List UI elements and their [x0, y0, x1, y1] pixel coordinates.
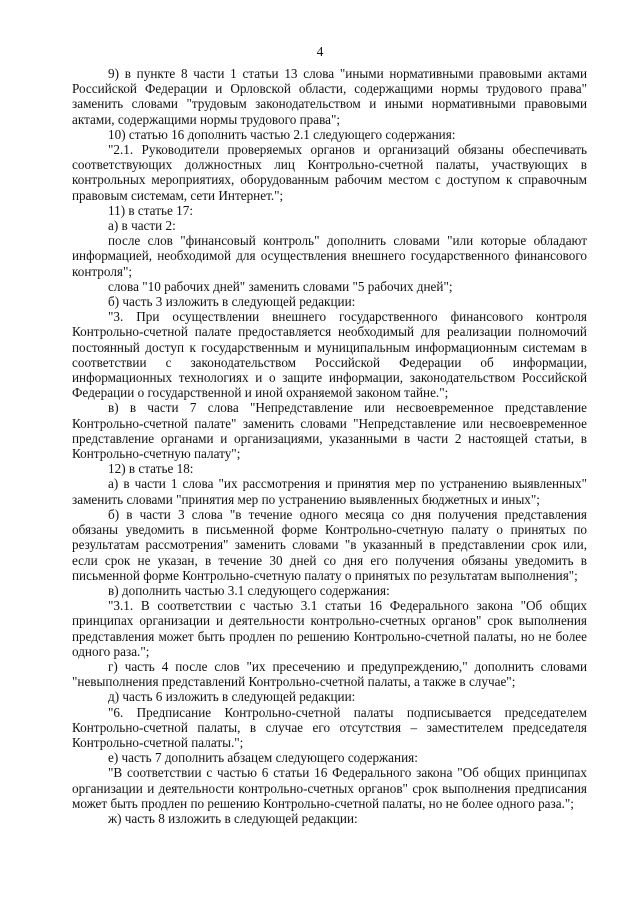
paragraph-12g: г) часть 4 после слов "их пресечению и предупреждению," дополнить словами "невыполнения представлений Контрольно-счетной палаты, а также в случае";: [72, 658, 587, 690]
page-number: 4: [316, 44, 324, 59]
paragraph-11b-text: "3. При осуществлении внешнего государственного финансового контроля Контрольно-счетной палате предоставляется необходимый для реализации полномочий постоянный доступ к государственным и муниципальным информационным системам в соответствии с законодательством Российской Федерации об информации, информационных технологиях и о защите информации, законодательством Российской Федерации о государственной и иной охраняемой законом тайне.";: [72, 309, 587, 401]
paragraph-11v: в) в части 7 слова "Непредставление или несвоевременное представление Контрольно-счетной палате" заменить словами "Непредставление или несвоевременное представление органами и организациями, указанными в части 2 настоящей статьи, в Контрольно-счетную палату";: [72, 400, 587, 462]
paragraph-12b: б) в части 3 слова "в течение одного месяца со дня получения представления обязаны уведомить в письменной форме Контрольно-счетную палату о принятых по результатам рассмотрения" заменить словами "в указанный в представлении срок или, если срок не указан, в течение 30 дней со дня его получения обязаны уведомить в письменной форме Контрольно-счетную палату о принятых по результатам выполнения";: [72, 506, 587, 583]
paragraph-9: 9) в пункте 8 части 1 статьи 13 слова "иными нормативными правовыми актами Российской Федерации и Орловской области, содержащими нормы трудового права" заменить словами "трудовым законодательством и иными нормативными правовыми актами, содержащими нормы трудового права";: [72, 66, 587, 127]
paragraph-2-1-text: "2.1. Руководители проверяемых органов и организаций обязаны обеспечивать соответствующих должностных лиц Контрольно-счетной палаты, участвующих в контрольных мероприятиях, оборудованным рабочим местом с доступом к справочным правовым системам, сети Интернет.";: [72, 142, 587, 203]
paragraph-12v: в) дополнить частью 3.1 следующего содержания:: [108, 582, 390, 598]
paragraph-11: 11) в статье 17:: [108, 202, 193, 218]
paragraph-12zh: ж) часть 8 изложить в следующей редакции:: [108, 810, 358, 826]
paragraph-11a-2: слова "10 рабочих дней" заменить словами "5 рабочих дней";: [108, 278, 453, 294]
paragraph-12a: а) в части 1 слова "их рассмотрения и принятия мер по устранению выявленных" заменить словами "принятия мер по устранению выявленных бюджетных и иных";: [72, 476, 587, 507]
paragraph-11a: а) в части 2:: [108, 218, 176, 234]
paragraph-11b: б) часть 3 изложить в следующей редакции:: [108, 294, 356, 310]
paragraph-12e-text: "В соответствии с частью 6 статьи 16 Федерального закона "Об общих принципах организации и деятельности контрольно-счетных органов" срок выполнения предписания может быть продлен по решению Контрольно-счетной палаты, но не более одного раза.";: [72, 765, 587, 811]
paragraph-12: 12) в статье 18:: [108, 461, 194, 477]
paragraph-12v-text: "3.1. В соответствии с частью 3.1 статьи 16 Федерального закона "Об общих принципах организации и деятельности контрольно-счетных органов" срок выполнения представления может быть продлен по решению Контрольно-счетной палаты, но не более одного раза.";: [72, 598, 587, 659]
paragraph-12d: д) часть 6 изложить в следующей редакции:: [108, 689, 356, 705]
paragraph-11a-1: после слов "финансовый контроль" дополнить словами "или которые обладают информацией, необходимой для осуществления внешнего государственного финансового контроля";: [72, 233, 587, 279]
paragraph-12d-text: "6. Предписание Контрольно-счетной палаты подписывается председателем Контрольно-счетной палаты, в случае его отсутствия – заместителем председателя Контрольно-счетной палаты.";: [72, 704, 587, 750]
paragraph-12e: е) часть 7 дополнить абзацем следующего содержания:: [108, 750, 418, 766]
document-body: [72, 66, 587, 826]
paragraph-10: 10) статью 16 дополнить частью 2.1 следующего содержания:: [108, 126, 456, 142]
